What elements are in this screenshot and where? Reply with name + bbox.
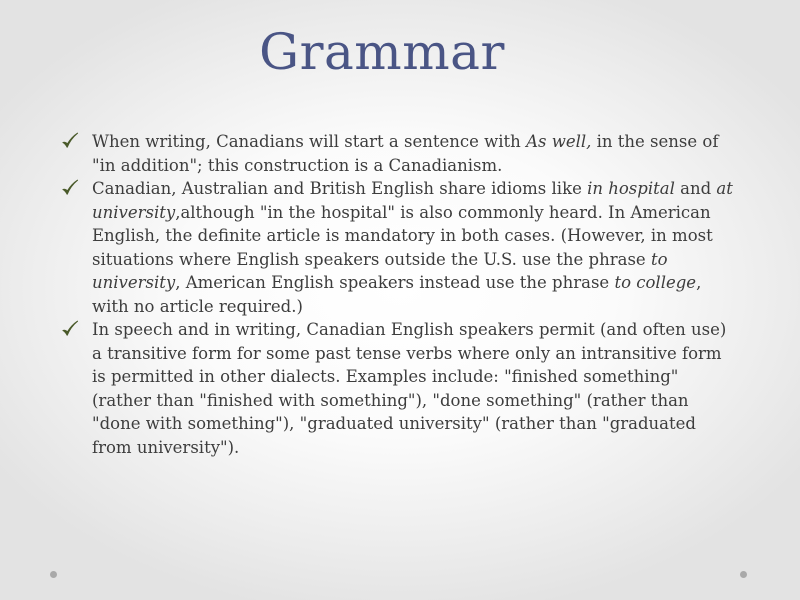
bullet-text: When writing, Canadians will start a sentence with — [92, 132, 527, 151]
bullet-text: in the sense of "in addition"; this construction is a Canadianism. — [92, 132, 719, 175]
bullet-text-italic: As well, — [526, 132, 592, 151]
bullet-item — [58, 130, 738, 177]
checkmark-icon — [60, 318, 80, 340]
bullet-text: In speech and in writing, Canadian English speakers permit (and often use) a transitive form for some past tense verbs where only an intransitive form is permitted in other dialects. Examples include: "finished something" (rather than "finished with something"), "done something" (rather than "done with something"), "graduated university" (rather than "graduated from university"). — [92, 320, 727, 457]
corner-dot-right — [740, 571, 747, 578]
slide-title: Grammar — [259, 23, 505, 81]
bullet-text: , American English speakers instead use the phrase — [175, 273, 615, 292]
bullet-item — [58, 177, 738, 318]
bullet-text: Canadian, Australian and British English share idioms like — [92, 179, 588, 198]
checkmark-icon — [60, 130, 80, 152]
checkmark-icon — [60, 177, 80, 199]
bullet-text-italic: at university — [92, 179, 733, 222]
bullet-item — [58, 318, 738, 459]
bullet-list — [58, 130, 738, 459]
bullet-text-italic: to university — [92, 249, 668, 292]
corner-dot-left — [50, 571, 57, 578]
bullet-text: and — [674, 179, 717, 198]
bullet-text-italic: in hospital — [587, 179, 675, 198]
bullet-text: ,although "in the hospital" is also commonly heard. In American English, the definite article is mandatory in both cases. (However, in most situations where English speakers outside the U.S. use the phrase — [92, 202, 713, 269]
bullet-text: , with no article required.) — [92, 273, 702, 316]
bullet-text-italic: to college — [614, 273, 697, 292]
